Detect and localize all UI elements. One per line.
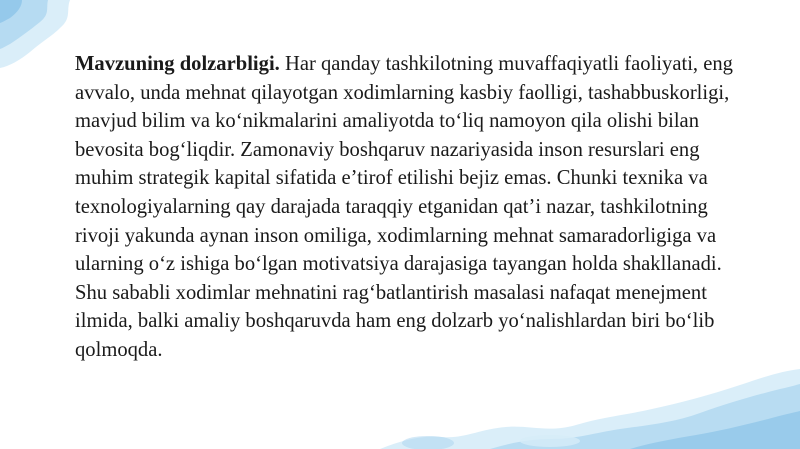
paragraph-body: Har qanday tashkilotning muvaffaqiyatli faoliyati, eng avvalo, unda mehnat qilayotgan xodimlarning kasbiy faolligi, tashabbuskorligi, mavjud bilim va ko‘nikmalarini amaliyotda to‘liq namoyon qila olishi bilan bevosita bog‘liqdir. Zamonaviy boshqaruv nazariyasida inson resurslari eng muhim strategik kapital sifatida e’tirof etilishi bejiz emas. Chunki texnika va texnologiyalarning qay darajada taraqqiy etganidan qat’i nazar, tashkilotning rivoji yakunda aynan inson omiliga, xodimlarning mehnat samaradorligiga va ularning o‘z ishiga bo‘lgan motivatsiya darajasiga tayangan holda shakllanadi. Shu sababli xodimlar mehnatini rag‘batlantirish masalasi nafaqat menejment ilmida, balki amaliy boshqaruvda ham eng dolzarb yo‘nalishlardan biri bo‘lib qolmoqda. [75,53,733,361]
watercolor-decoration-bottom-right [380,369,800,449]
topic-relevance-paragraph [75,50,735,365]
paragraph-heading: Mavzuning dolzarbligi. [75,53,280,75]
